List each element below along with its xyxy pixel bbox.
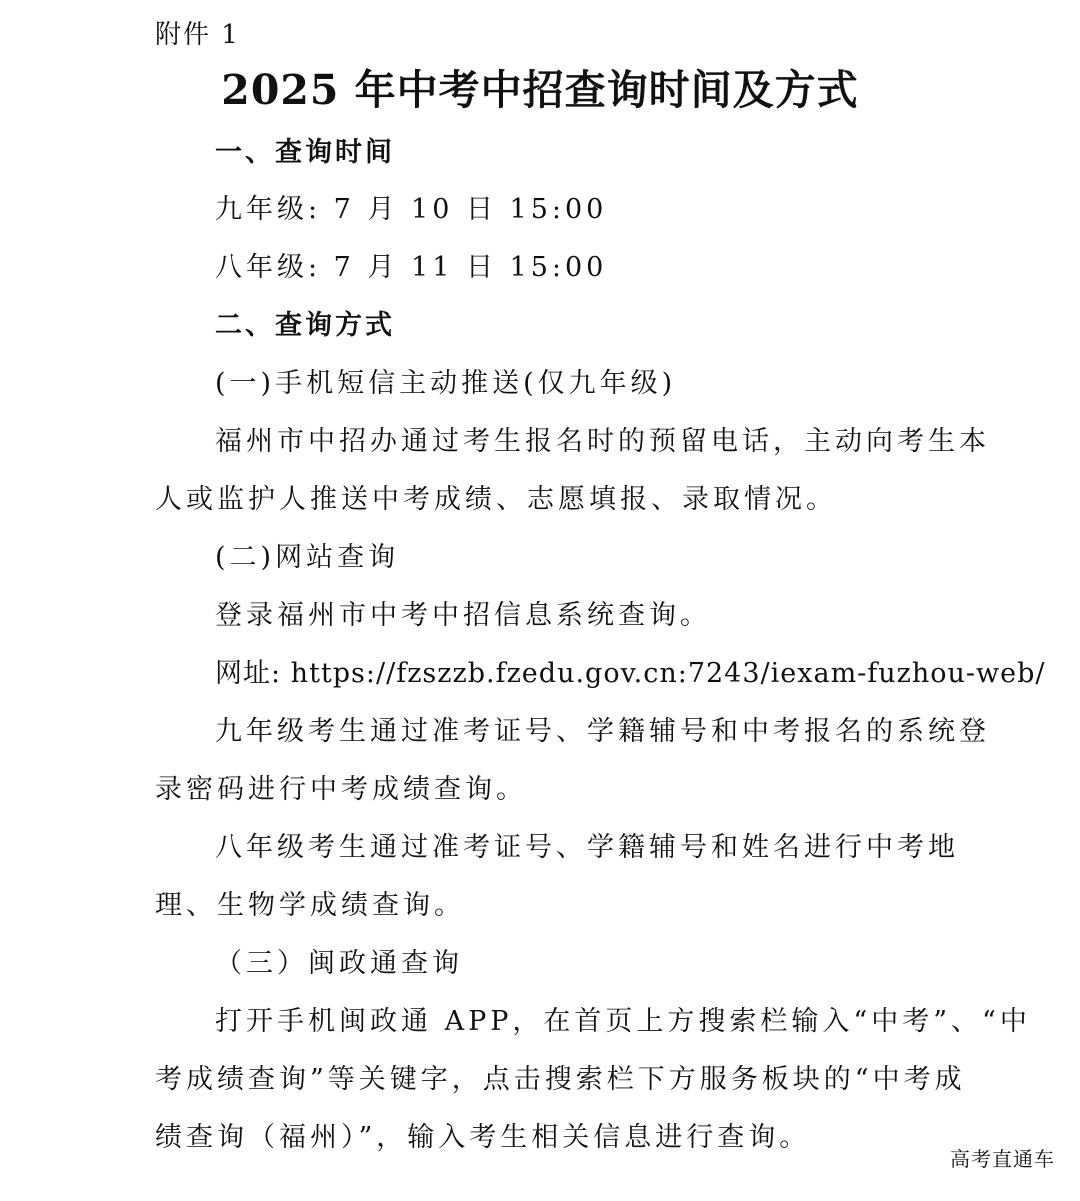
section1-heading: 一、查询时间 (215, 137, 395, 168)
attachment-label: 附件 1 (155, 20, 240, 50)
subsection2-paragraph-line: 理、生物学成绩查询。 (155, 890, 465, 921)
subsection2-paragraph-line: 登录福州市中考中招信息系统查询。 (215, 600, 711, 631)
subsection1-paragraph-line: 福州市中招办通过考生报名时的预留电话，主动向考生本 (215, 426, 990, 457)
subsection3-paragraph-line: 绩查询（福州）”，输入考生相关信息进行查询。 (155, 1122, 811, 1153)
website-url: 网址: https://fzszzb.fzedu.gov.cn:7243/iexam-fuzhou-web/ (215, 658, 1046, 689)
subsection1-paragraph-line: 人或监护人推送中考成绩、志愿填报、录取情况。 (155, 484, 837, 515)
grade9-query-time: 九年级: 7 月 10 日 15:00 (215, 194, 608, 225)
grade8-query-time: 八年级: 7 月 11 日 15:00 (215, 252, 608, 283)
section2-heading: 二、查询方式 (215, 310, 395, 341)
subsection2-paragraph-line: 九年级考生通过准考证号、学籍辅号和中考报名的系统登 (215, 716, 990, 747)
subsection3-heading: （三）闽政通查询 (215, 948, 463, 979)
subsection3-paragraph-line: 考成绩查询”等关键字，点击搜索栏下方服务板块的“中考成 (155, 1064, 966, 1095)
document-title: 2025 年中考中招查询时间及方式 (221, 66, 859, 114)
subsection1-heading: (一)手机短信主动推送(仅九年级) (215, 368, 677, 399)
subsection2-paragraph-line: 录密码进行中考成绩查询。 (155, 774, 527, 805)
source-watermark: 高考直通车 (950, 1147, 1055, 1171)
subsection2-paragraph-line: 八年级考生通过准考证号、学籍辅号和姓名进行中考地 (215, 832, 959, 863)
subsection2-heading: (二)网站查询 (215, 542, 400, 573)
subsection3-paragraph-line: 打开手机闽政通 APP，在首页上方搜索栏输入“中考”、“中 (215, 1006, 1031, 1037)
